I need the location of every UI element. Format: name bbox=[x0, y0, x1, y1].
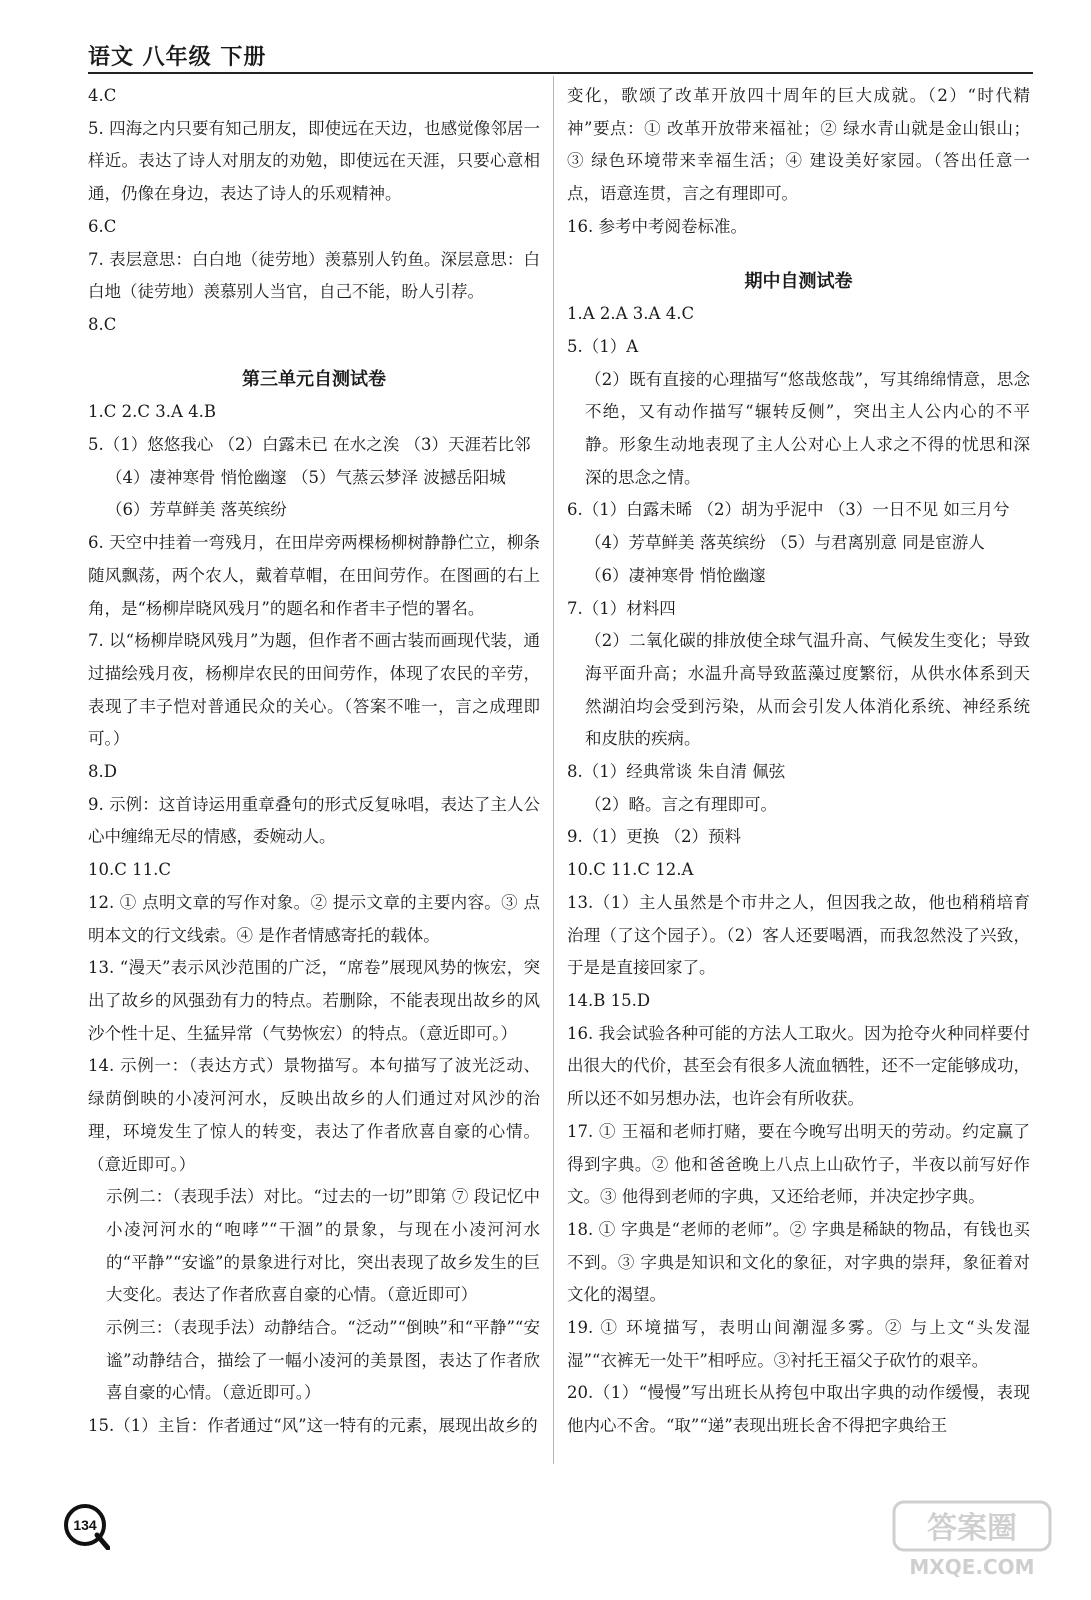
answer-item: 1.C 2.C 3.A 4.B bbox=[88, 402, 216, 422]
answer-item: 1.A 2.A 3.A 4.C bbox=[567, 304, 695, 324]
answer-item: 9. 示例：这首诗运用重章叠句的形式反复咏唱，表达了主人公心中缠绵无尽的情感，委婉动人。 bbox=[88, 794, 540, 847]
answer-item: 13. “漫天”表示风沙范围的广泛，“席卷”展现风势的恢宏，突出了故乡的风强劲有力的特点。若删除，不能表现出故乡的风沙个性十足、生猛异常（气势恢宏）的特点。（意近即可。） bbox=[88, 958, 540, 1043]
answer-item: 示例二：（表现手法）对比。“过去的一切”即第 ⑦ 段记忆中小凌河河水的“咆哮”“干涸”的景象，与现在小凌河河水的“平静”“安谧”的景象进行对比，突出表现了故乡发生的巨大变化。表达了作者欣喜自豪的心情。（意近即可） bbox=[106, 1187, 540, 1305]
section-heading: 第三单元自测试卷 bbox=[242, 368, 386, 390]
answer-item: 5.（1）悠悠我心 （2）白露未已 在水之涘 （3）天涯若比邻 bbox=[88, 435, 531, 455]
answer-item: 19. ① 环境描写，表明山间潮湿多雾。② 与上文“头发湿湿”“衣裤无一处干”相呼应。③衬托王福父子砍竹的艰辛。 bbox=[567, 1318, 1030, 1370]
answer-item: 14. 示例一：（表达方式）景物描写。本句描写了波光泛动、绿荫倒映的小凌河河水，反映出故乡的人们通过对风沙的治理，环境发生了惊人的转变，表达了作者欣喜自豪的心情。（意近即可。） bbox=[88, 1056, 540, 1174]
answer-item: （2）二氧化碳的排放使全球气温升高、气候发生变化；导致海平面升高；水温升高导致蓝藻过度繁衍，从供水体系到天然湖泊均会受到污染，从而会引发人体消化系统、神经系统和皮肤的疾病。 bbox=[585, 631, 1030, 749]
answer-item: （4）芳草鲜美 落英缤纷 （5）与君离别意 同是宦游人 bbox=[585, 533, 985, 553]
header-rule bbox=[88, 72, 1033, 74]
right-column bbox=[567, 80, 1030, 1443]
answer-item: 18. ① 字典是“老师的老师”。② 字典是稀缺的物品，有钱也买不到。③ 字典是知识和文化的象征，对字典的崇拜，象征着对文化的渴望。 bbox=[567, 1219, 1030, 1305]
answer-item: 15.（1）主旨：作者通过“风”这一特有的元素，展现出故乡的 bbox=[88, 1416, 538, 1436]
answer-item: 4.C bbox=[88, 86, 117, 105]
answer-item: 8.C bbox=[88, 314, 117, 334]
answer-item: 变化，歌颂了改革开放四十周年的巨大成就。（2）“时代精神”要点：① 改革开放带来福祉；② 绿水青山就是金山银山；③ 绿色环境带来幸福生活；④ 建设美好家园。（答出任意一点，语意连贯，言之有理即可。 bbox=[567, 86, 1030, 204]
answer-item: 5.（1）A bbox=[567, 336, 639, 356]
page-number: 134 bbox=[73, 1517, 97, 1533]
answer-item: 7. 以“杨柳岸晓风残月”为题，但作者不画古装而画现代装，通过描绘残月夜，杨柳岸农民的田间劳作，体现了农民的辛劳，表现了丰子恺对普通民众的关心。（答案不唯一，言之成理即可。） bbox=[88, 631, 540, 749]
section-heading: 期中自测试卷 bbox=[744, 270, 853, 292]
answer-item: （2）略。言之有理即可。 bbox=[585, 794, 777, 814]
answer-item: 6.（1）白露未晞 （2）胡为乎泥中 （3）一日不见 如三月兮 bbox=[567, 500, 1010, 520]
answer-item: （6）芳草鲜美 落英缤纷 bbox=[106, 500, 287, 520]
answer-item: 9.（1）更换 （2）预料 bbox=[567, 827, 741, 847]
answer-item: （2）既有直接的心理描写“悠哉悠哉”，写其绵绵情意，思念不绝，又有动作描写“辗转反侧”，突出主人公内心的不平静。形象生动地表现了主人公对心上人求之不得的忧思和深深的思念之情。 bbox=[585, 369, 1030, 487]
answer-item: （6）凄神寒骨 悄怆幽邃 bbox=[585, 565, 766, 585]
watermark-bottom: MXQE.COM bbox=[909, 1555, 1035, 1579]
answer-item: 7. 表层意思：白白地（徒劳地）羡慕别人钓鱼。深层意思：白白地（徒劳地）羡慕别人当官，自己不能，盼人引荐。 bbox=[88, 249, 540, 302]
answer-item: 5. 四海之内只要有知己朋友，即使远在天边，也感觉像邻居一样近。表达了诗人对朋友的劝勉，即使远在天涯，只要心意相通，仍像在身边，表达了诗人的乐观精神。 bbox=[88, 118, 540, 204]
column-divider bbox=[553, 76, 554, 1464]
answer-item: （4）凄神寒骨 悄怆幽邃 （5）气蒸云梦泽 波撼岳阳城 bbox=[106, 467, 506, 487]
answer-item: 8.（1）经典常谈 朱自清 佩弦 bbox=[567, 762, 786, 782]
left-column bbox=[88, 80, 540, 1443]
answer-item: 7.（1）材料四 bbox=[567, 598, 676, 618]
page-number-badge bbox=[62, 1502, 110, 1550]
answer-item: 20.（1）“慢慢”写出班长从挎包中取出字典的动作缓慢，表现他内心不舍。“取”“递”表现出班长舍不得把字典给王 bbox=[567, 1383, 1030, 1436]
answer-item: 16. 我会试验各种可能的方法人工取火。因为抢夺火种同样要付出很大的代价，甚至会有很多人流血牺牲，还不一定能够成功，所以还不如另想办法，也许会有所收获。 bbox=[567, 1023, 1030, 1109]
answer-item: 10.C 11.C bbox=[88, 860, 171, 880]
watermark-top: 答案圈 bbox=[927, 1511, 1017, 1546]
answer-item: 14.B 15.D bbox=[567, 990, 651, 1010]
watermark-logo bbox=[892, 1500, 1052, 1580]
answer-item: 8.D bbox=[88, 762, 117, 782]
answer-item: 16. 参考中考阅卷标准。 bbox=[567, 216, 747, 236]
answer-item: 6.C bbox=[88, 216, 117, 236]
answer-item: 10.C 11.C 12.A bbox=[567, 860, 694, 880]
answer-item: 示例三：（表现手法）动静结合。“泛动”“倒映”和“平静”“安谧”动静结合，描绘了一幅小凌河的美景图，表达了作者欣喜自豪的心情。（意近即可。） bbox=[106, 1318, 540, 1403]
answer-item: 13.（1）主人虽然是个市井之人，但因我之故，他也稍稍培育治理（了这个园子）。（2）客人还要喝酒，而我忽然没了兴致，于是是直接回家了。 bbox=[567, 892, 1030, 978]
answer-item: 17. ① 王福和老师打赌，要在今晚写出明天的劳动。约定赢了得到字典。② 他和爸爸晚上八点上山砍竹子，半夜以前写好作文。③ 他得到老师的字典，又还给老师，并决定抄字典。 bbox=[567, 1121, 1030, 1207]
page-header-title: 语文 八年级 下册 bbox=[88, 45, 267, 70]
answer-item: 6. 天空中挂着一弯残月，在田岸旁两棵杨柳树静静伫立，柳条随风飘荡，两个农人，戴着草帽，在田间劳作。在图画的右上角，是“杨柳岸晓风残月”的题名和作者丰子恺的署名。 bbox=[88, 533, 540, 618]
answer-item: 12. ① 点明文章的写作对象。② 提示文章的主要内容。③ 点明本文的行文线索。④ 是作者情感寄托的载体。 bbox=[88, 892, 540, 945]
